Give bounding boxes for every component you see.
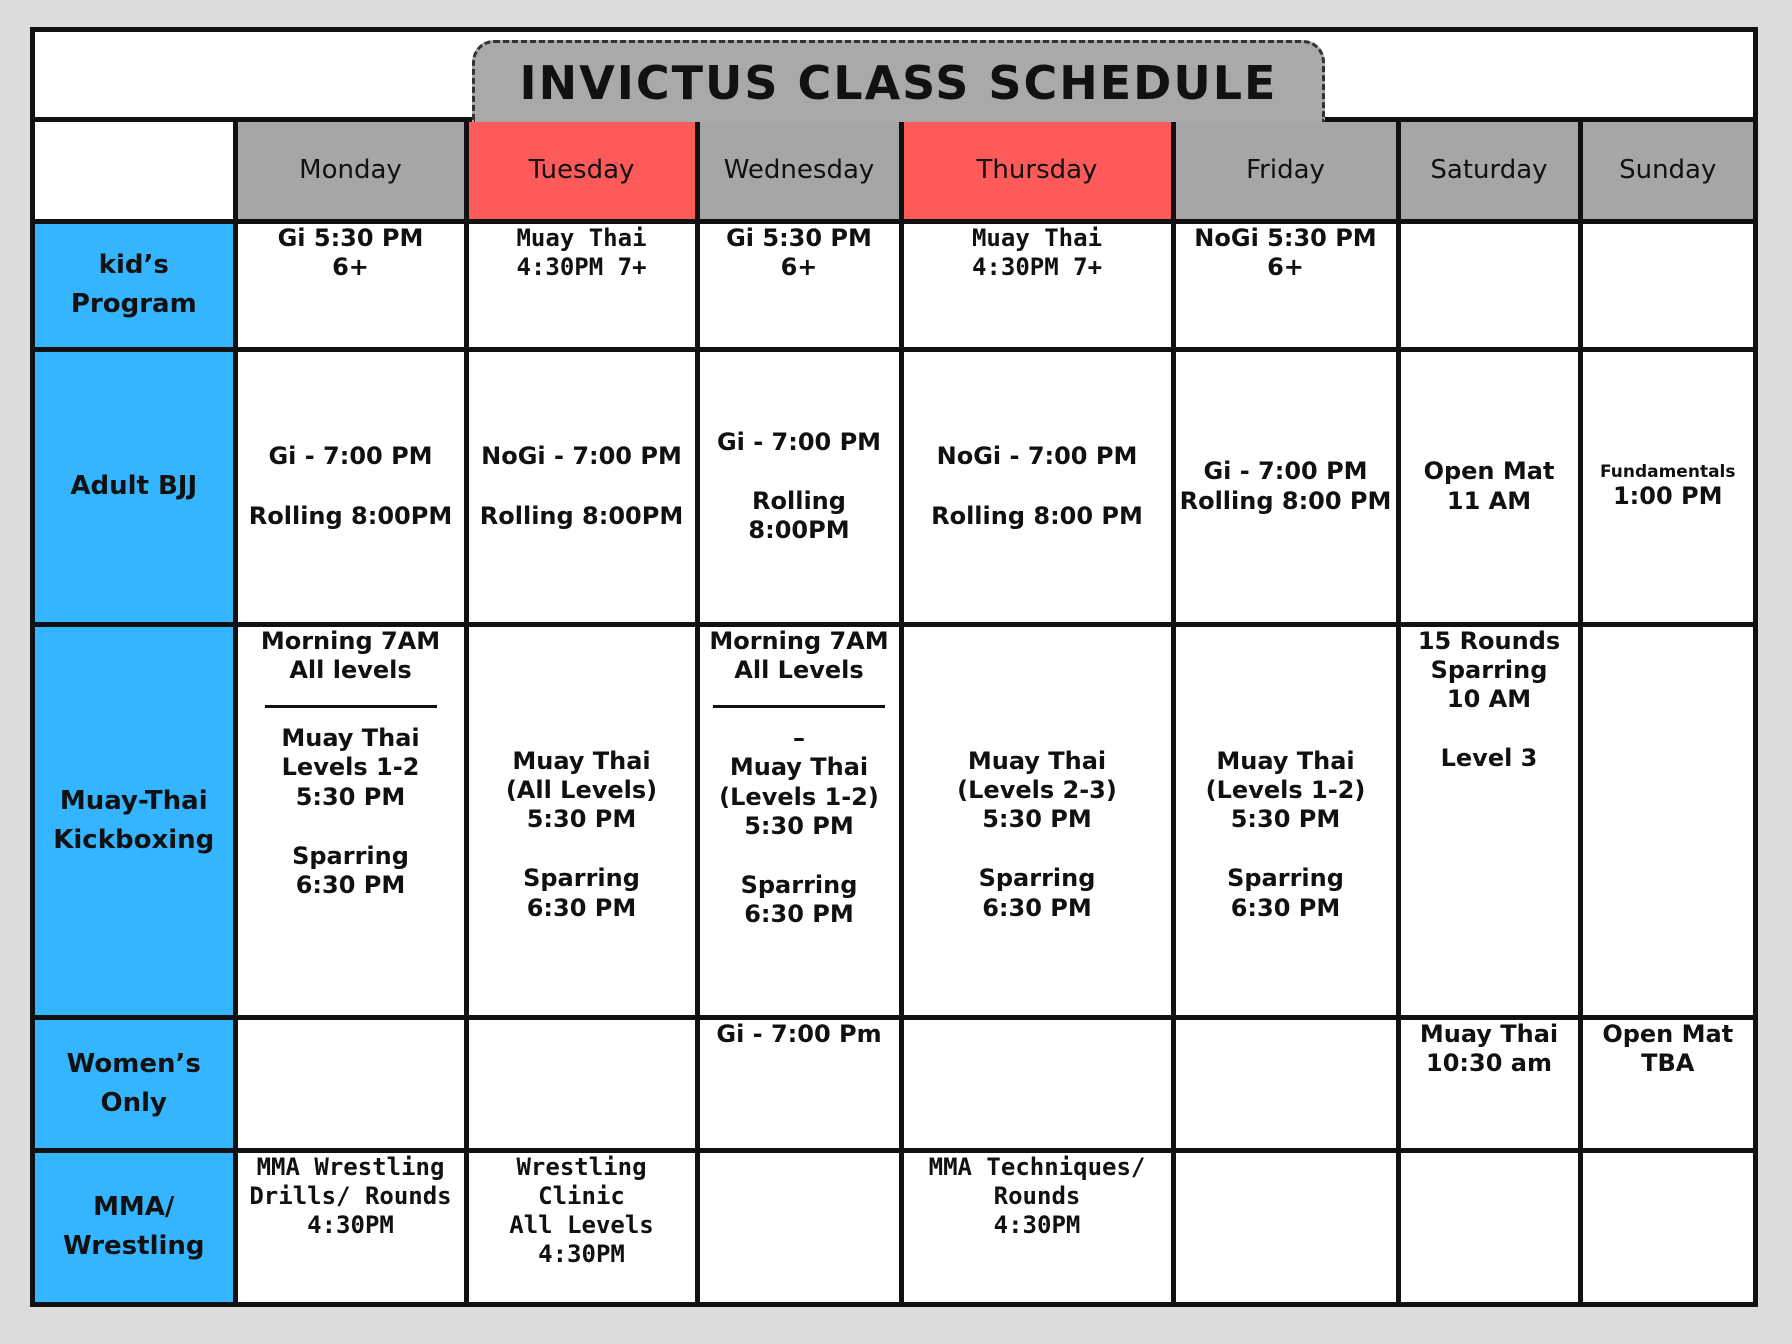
class-text-line: Morning 7AM (709, 626, 889, 655)
class-text-line: (Levels 1-2) (1205, 775, 1366, 804)
class-cell (1173, 1017, 1398, 1150)
line-spacer (908, 717, 1167, 747)
class-text-line: Muay Thai (729, 753, 869, 782)
class-cell (901, 1017, 1173, 1150)
program-label-muay-thai (35, 624, 235, 1017)
class-cell (1398, 1150, 1580, 1302)
program-label-text: Muay-Thai (59, 785, 208, 816)
day-header: Tuesday (466, 122, 697, 221)
class-text-line: Rolling 8:00 PM (931, 501, 1143, 530)
class-text-line: All Levels (509, 1211, 654, 1240)
class-cell (1580, 349, 1753, 624)
program-label-text: kid’s (98, 250, 169, 280)
class-cell (697, 624, 901, 1017)
program-label-womens (35, 1017, 235, 1150)
class-text-line: Muay Thai (281, 724, 420, 753)
schedule-title: INVICTUS CLASS SCHEDULE (472, 40, 1325, 122)
class-text-line: Sparring (740, 871, 858, 900)
class-text-line: 4:30PM (538, 1240, 625, 1269)
class-text-line: Sparring (523, 864, 640, 893)
schedule-row-womens (35, 1017, 1753, 1150)
class-text-line: Morning 7AM (260, 626, 441, 655)
day-header: Wednesday (697, 122, 901, 221)
class-text-line: (Levels 2-3) (957, 775, 1117, 804)
class-text-line: 11 AM (1446, 486, 1532, 515)
corner-cell (35, 122, 235, 221)
class-cell (1580, 1150, 1753, 1302)
class-text-line: 6:30 PM (295, 871, 406, 900)
day-header-row (35, 122, 1753, 221)
class-text-line: 6:30 PM (982, 893, 1092, 922)
class-text-line: NoGi - 7:00 PM (481, 442, 682, 471)
class-text-line: 5:30 PM (295, 782, 406, 811)
class-cell (1580, 221, 1753, 349)
schedule-row-muay-thai (35, 624, 1753, 1017)
line-spacer (1180, 657, 1392, 687)
class-cell (466, 624, 697, 1017)
program-label-text: Kickboxing (53, 824, 215, 855)
class-text-line: 5:30 PM (526, 805, 637, 834)
class-cell (901, 221, 1173, 349)
line-spacer (908, 657, 1167, 687)
class-cell (466, 221, 697, 349)
class-text-line: NoGi 5:30 PM (1194, 223, 1377, 252)
class-text-line: 6+ (780, 252, 818, 281)
class-text-line: Sparring (1227, 864, 1344, 893)
class-text-line: TBA (1641, 1048, 1695, 1077)
class-cell (1398, 1017, 1580, 1150)
class-text-line: All levels (289, 655, 412, 684)
divider-rule (713, 705, 885, 708)
program-label-text: Program (70, 289, 197, 319)
line-spacer (908, 687, 1167, 717)
class-text-line: Gi 5:30 PM (726, 223, 872, 252)
class-text-line: Sparring (1430, 655, 1548, 684)
class-text-line: Open Mat (1602, 1019, 1734, 1048)
class-cell (235, 349, 466, 624)
class-text-line: Levels 1-2 (281, 753, 420, 782)
class-cell (235, 1150, 466, 1302)
class-cell (1173, 349, 1398, 624)
line-spacer (908, 472, 1167, 502)
class-text-line: 1:00 PM (1612, 482, 1723, 511)
line-spacer (473, 717, 691, 747)
program-label-adult-bjj (35, 349, 235, 624)
class-cell (1173, 221, 1398, 349)
class-text-line: Muay Thai (512, 746, 651, 775)
class-text-line: Muay Thai (1216, 746, 1355, 775)
class-text-line: Rounds (993, 1181, 1081, 1210)
schedule-sheet (30, 27, 1758, 1307)
class-text-line: 5:30 PM (744, 811, 854, 840)
class-text-line: Muay Thai (971, 223, 1103, 252)
class-text-line: Rolling 8:00PM (248, 501, 453, 530)
class-text-line: Sparring (978, 864, 1096, 893)
class-text-line: Fundamentals (1599, 461, 1736, 482)
class-text-line: 4:30PM 7+ (971, 252, 1103, 281)
line-spacer (704, 841, 895, 871)
schedule-row-adult-bjj (35, 349, 1753, 624)
schedule-row-mma (35, 1150, 1753, 1302)
class-cell (466, 349, 697, 624)
class-cell (697, 1150, 901, 1302)
program-label-text: Wrestling (62, 1231, 205, 1262)
class-text-line: Rolling 8:00PM (479, 501, 684, 530)
class-text-line: MMA Techniques/ (928, 1152, 1146, 1181)
day-header: Friday (1173, 122, 1398, 221)
class-text-line: 15 Rounds (1417, 626, 1561, 655)
class-cell (901, 624, 1173, 1017)
class-cell (1173, 624, 1398, 1017)
line-spacer (242, 472, 460, 502)
class-text-line: 4:30PM 7+ (516, 252, 647, 281)
class-cell (1398, 624, 1580, 1017)
class-text-line: Wrestling Clinic (516, 1152, 647, 1210)
class-text-line: 8:00PM (748, 516, 850, 545)
line-spacer (473, 472, 691, 502)
line-spacer (1180, 627, 1392, 657)
class-text-line: Muay Thai (967, 746, 1107, 775)
class-cell (235, 1017, 466, 1150)
line-spacer (908, 834, 1167, 864)
class-cell (697, 221, 901, 349)
class-text-line: 4:30PM (307, 1211, 394, 1240)
class-text-line: Muay Thai (1419, 1019, 1559, 1048)
class-cell (235, 221, 466, 349)
line-spacer (908, 627, 1167, 657)
class-text-line: (Levels 1-2) (719, 782, 879, 811)
class-text-line: Sparring (292, 841, 409, 870)
class-text-line: 6:30 PM (526, 893, 637, 922)
class-text-line: All Levels (734, 655, 864, 684)
class-cell (1398, 349, 1580, 624)
class-cell (1580, 1017, 1753, 1150)
class-text-line: Gi - 7:00 Pm (716, 1019, 882, 1048)
class-text-line: Open Mat (1423, 457, 1555, 486)
class-text-line: 10 AM (1446, 685, 1532, 714)
class-text-line: 6:30 PM (1230, 893, 1341, 922)
class-cell (901, 1150, 1173, 1302)
class-text-line: – (793, 724, 805, 753)
class-text-line: 10:30 am (1426, 1048, 1552, 1077)
program-label-text: Adult BJJ (70, 471, 198, 501)
schedule-row-kids (35, 221, 1753, 349)
class-text-line: 5:30 PM (982, 805, 1092, 834)
class-text-line: Rolling (752, 486, 846, 515)
class-cell (697, 349, 901, 624)
class-text-line: NoGi - 7:00 PM (936, 442, 1138, 471)
class-text-line: Level 3 (1440, 744, 1538, 773)
class-text-line: 6+ (332, 252, 369, 281)
program-label-mma (35, 1150, 235, 1302)
class-text-line: Gi - 7:00 PM (716, 427, 882, 456)
program-label-text: Women’s Only (66, 1048, 201, 1118)
class-cell (1580, 624, 1753, 1017)
class-cell (1173, 1150, 1398, 1302)
class-cell (466, 1017, 697, 1150)
day-header: Thursday (901, 122, 1173, 221)
class-text-line: Muay Thai (516, 223, 647, 252)
line-spacer (1405, 714, 1574, 744)
class-text-line: 6+ (1267, 252, 1304, 281)
divider-rule (265, 705, 437, 708)
line-spacer (473, 627, 691, 657)
class-cell (697, 1017, 901, 1150)
class-text-line: (All Levels) (505, 775, 658, 804)
title-bar (35, 32, 1753, 122)
class-cell (901, 349, 1173, 624)
line-spacer (473, 657, 691, 687)
program-label-text: MMA/ (93, 1192, 175, 1223)
class-text-line: Drills/ Rounds (249, 1181, 452, 1210)
day-header: Monday (235, 122, 466, 221)
line-spacer (242, 812, 460, 842)
line-spacer (1180, 687, 1392, 717)
day-header: Saturday (1398, 122, 1580, 221)
line-spacer (1180, 834, 1392, 864)
class-text-line: 6:30 PM (744, 900, 854, 929)
class-cell (1398, 221, 1580, 349)
day-header: Sunday (1580, 122, 1753, 221)
class-text-line: Gi - 7:00 PM (268, 442, 433, 471)
class-cell (466, 1150, 697, 1302)
line-spacer (1180, 717, 1392, 747)
program-label-kids (35, 221, 235, 349)
class-text-line: Rolling 8:00 PM (1179, 486, 1392, 515)
class-cell (235, 624, 466, 1017)
line-spacer (704, 457, 895, 487)
class-text-line: MMA Wrestling (256, 1152, 445, 1181)
class-text-line: Gi - 7:00 PM (1203, 457, 1368, 486)
line-spacer (473, 687, 691, 717)
class-text-line: Gi 5:30 PM (277, 223, 424, 252)
class-text-line: 4:30PM (993, 1211, 1081, 1240)
class-text-line: 5:30 PM (1230, 805, 1341, 834)
schedule-table (35, 122, 1753, 1302)
line-spacer (473, 834, 691, 864)
